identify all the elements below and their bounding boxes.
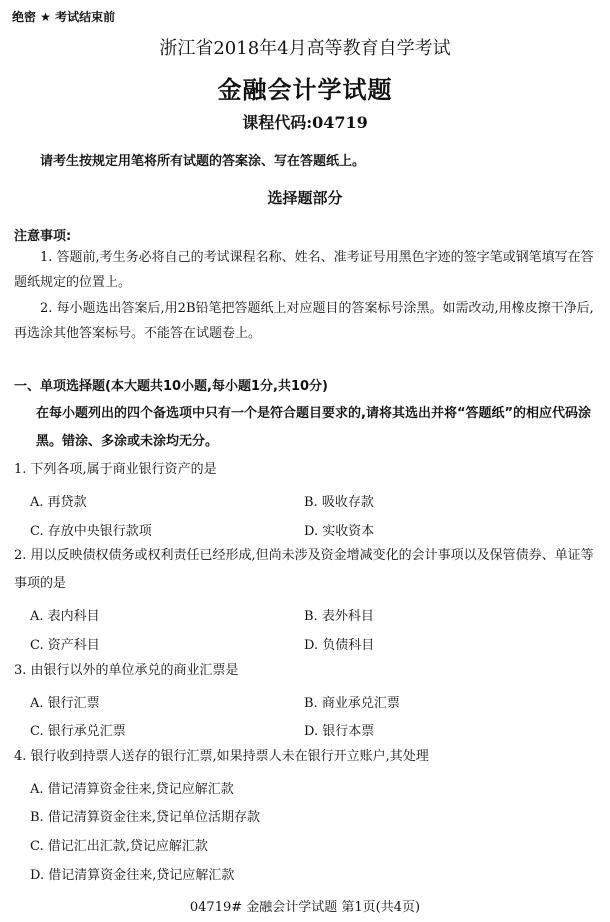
page-footer: 04719# 金融会计学试题 第1页(共4页) (189, 900, 421, 915)
question-3-option-b: B. 商业承兑汇票 (304, 696, 400, 711)
question-4-option-b: B. 借记清算资金往来,贷记单位活期存款 (30, 810, 260, 825)
section-title: 选择题部分 (267, 189, 343, 207)
question-1-stem: 1. 下列各项,属于商业银行资产的是 (14, 462, 217, 477)
question-1-option-a: A. 再贷款 (30, 495, 87, 510)
question-4-option-a: A. 借记清算资金往来,贷记应解汇款 (30, 782, 234, 797)
secret-label: 绝密 ★ 考试结束前 (12, 10, 116, 24)
part-heading: 一、单项选择题(本大题共10小题,每小题1分,共10分) (14, 379, 328, 394)
exam-line: 浙江省2018年4月高等教育自学考试 (159, 38, 451, 59)
question-3-option-c: C. 银行承兑汇票 (30, 724, 126, 739)
part-description: 在每小题列出的四个备选项中只有一个是符合题目要求的,请将其选出并将“答题纸”的相应代码涂黑。错涂、多涂或未涂均无分。 (36, 406, 592, 449)
question-1-option-b: B. 吸收存款 (304, 495, 374, 510)
answer-instruction: 请考生按规定用笔将所有试题的答案涂、写在答题纸上。 (40, 154, 366, 169)
question-3-stem: 3. 由银行以外的单位承兑的商业汇票是 (14, 663, 239, 678)
question-2-option-c: C. 资产科目 (30, 638, 100, 653)
page-title: 金融会计学试题 (217, 75, 393, 104)
question-2-option-a: A. 表内科目 (30, 609, 100, 624)
question-3-option-d: D. 银行本票 (304, 724, 375, 739)
note-item-2: 2. 每小题选出答案后,用2B铅笔把答题纸上对应题目的答案标号涂黑。如需改动,用橡皮擦干净后,再选涂其他答案标号。不能答在试题卷上。 (14, 301, 594, 341)
question-2-option-d: D. 负债科目 (304, 638, 375, 653)
course-code: 课程代码:04719 (242, 113, 368, 132)
question-1-option-d: D. 实收资本 (304, 524, 375, 539)
question-3-option-a: A. 银行汇票 (30, 696, 100, 711)
notes-heading: 注意事项: (14, 229, 72, 244)
question-2-option-b: B. 表外科目 (304, 609, 374, 624)
question-4-stem: 4. 银行收到持票人送存的银行汇票,如果持票人未在银行开立账户,其处理 (14, 749, 429, 764)
note-item-1: 1. 答题前,考生务必将自己的考试课程名称、姓名、准考证号用黑色字迹的签字笔或钢笔填写在答题纸规定的位置上。 (14, 250, 594, 290)
question-4-option-d: D. 借记清算资金往来,贷记应解汇款 (30, 868, 235, 883)
question-1-option-c: C. 存放中央银行款项 (30, 524, 152, 539)
question-2-stem: 2. 用以反映债权债务或权利责任已经形成,但尚未涉及资金增减变化的会计事项以及保管债券、单证等事项的是 (14, 548, 594, 591)
question-4-option-c: C. 借记汇出汇款,贷记应解汇款 (30, 839, 208, 854)
